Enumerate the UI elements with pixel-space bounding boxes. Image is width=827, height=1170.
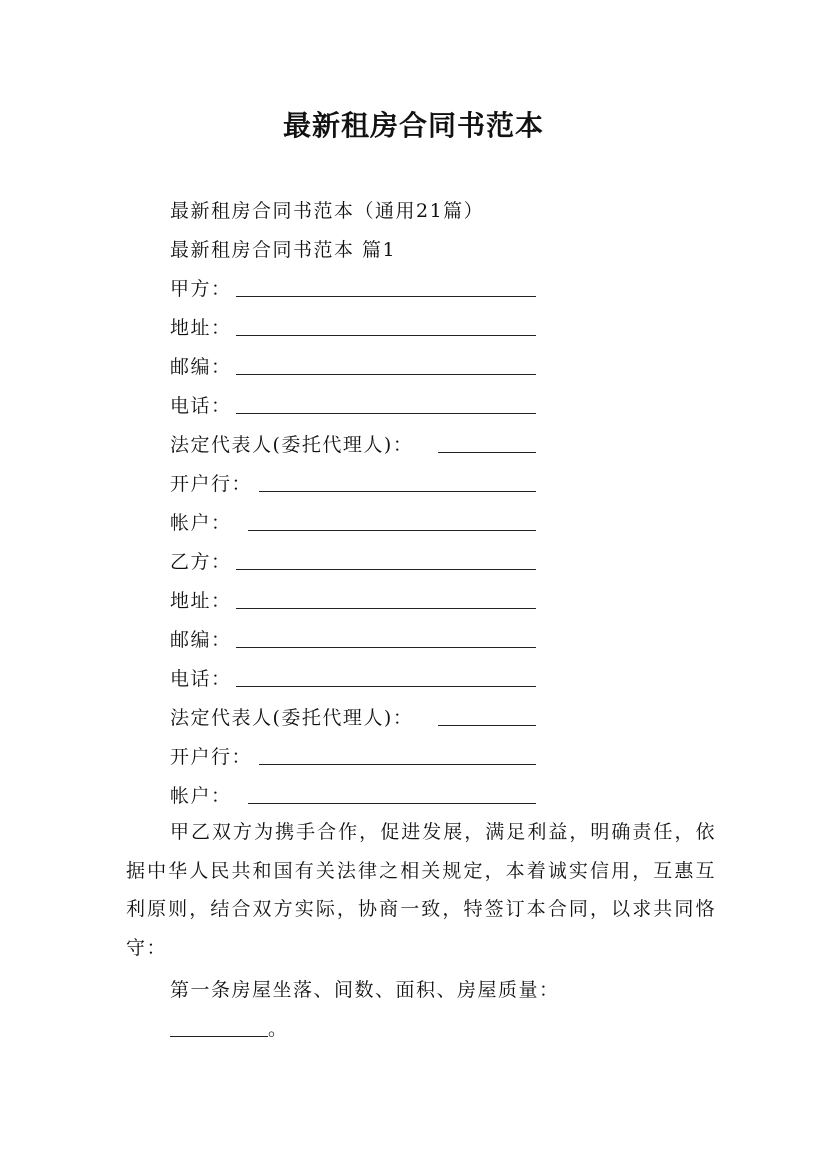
party-b-account-field[interactable] bbox=[170, 784, 232, 808]
party-b-postcode-field[interactable] bbox=[170, 628, 232, 652]
party-a-phone-blank[interactable] bbox=[236, 413, 536, 414]
party-b-account-blank[interactable] bbox=[248, 803, 536, 804]
party-b-name-blank[interactable] bbox=[236, 569, 536, 570]
party-b-address-blank[interactable] bbox=[236, 608, 536, 609]
party-b-phone-blank[interactable] bbox=[236, 686, 536, 687]
party-a-name-label: 甲方： bbox=[170, 278, 232, 300]
party-a-account-label: 帐户： bbox=[170, 512, 232, 534]
party-b-address-label: 地址： bbox=[170, 590, 232, 612]
party-a-bank-blank[interactable] bbox=[259, 491, 536, 492]
party-b-legal-rep-field[interactable] bbox=[170, 706, 413, 730]
party-a-account-field[interactable] bbox=[170, 511, 232, 535]
party-b-name-field[interactable] bbox=[170, 550, 232, 574]
party-a-address-blank[interactable] bbox=[236, 335, 536, 336]
party-a-name-field[interactable] bbox=[170, 277, 232, 301]
party-a-postcode-blank[interactable] bbox=[236, 374, 536, 375]
party-a-phone-field[interactable] bbox=[170, 394, 232, 418]
party-a-account-blank[interactable] bbox=[248, 530, 536, 531]
party-a-name-blank[interactable] bbox=[236, 296, 536, 297]
party-b-name-label: 乙方： bbox=[170, 551, 232, 573]
section-heading: 最新租房合同书范本 篇1 bbox=[170, 239, 397, 261]
party-b-legal-rep-label: 法定代表人(委托代理人)： bbox=[170, 707, 414, 729]
party-a-address-label: 地址： bbox=[170, 317, 232, 339]
preamble-paragraph: 甲乙双方为携手合作，促进发展，满足利益，明确责任，依据中华人民共和国有关法律之相关规定，本着诚实信用，互惠互利原则，结合双方实际，协商一致，特签订本合同，以求共同恪守： bbox=[126, 821, 716, 960]
party-b-postcode-blank[interactable] bbox=[236, 647, 536, 648]
party-a-postcode-field[interactable] bbox=[170, 355, 232, 379]
party-a-postcode-label: 邮编： bbox=[170, 356, 232, 378]
party-a-legal-rep-field[interactable] bbox=[170, 433, 413, 457]
party-b-phone-field[interactable] bbox=[170, 667, 232, 691]
party-a-bank-field[interactable] bbox=[170, 472, 252, 496]
article-1-period: 。 bbox=[268, 1018, 289, 1040]
party-b-bank-label: 开户行： bbox=[170, 746, 253, 768]
party-b-address-field[interactable] bbox=[170, 589, 232, 613]
party-a-address-field[interactable] bbox=[170, 316, 232, 340]
party-a-legal-rep-label: 法定代表人(委托代理人)： bbox=[170, 434, 414, 456]
party-b-bank-field[interactable] bbox=[170, 745, 252, 769]
party-b-account-label: 帐户： bbox=[170, 785, 232, 807]
article-1-blank[interactable] bbox=[170, 1036, 268, 1037]
article-1-heading: 第一条房屋坐落、间数、面积、房屋质量： bbox=[170, 979, 560, 1001]
document-title: 最新租房合同书范本 bbox=[282, 109, 544, 142]
party-a-phone-label: 电话： bbox=[170, 395, 232, 417]
party-a-legal-rep-blank[interactable] bbox=[438, 452, 536, 453]
party-a-bank-label: 开户行： bbox=[170, 473, 253, 495]
party-b-legal-rep-blank[interactable] bbox=[438, 725, 536, 726]
document-subtitle: 最新租房合同书范本（通用21篇） bbox=[170, 200, 485, 222]
party-b-bank-blank[interactable] bbox=[259, 764, 536, 765]
party-b-phone-label: 电话： bbox=[170, 668, 232, 690]
party-b-postcode-label: 邮编： bbox=[170, 629, 232, 651]
